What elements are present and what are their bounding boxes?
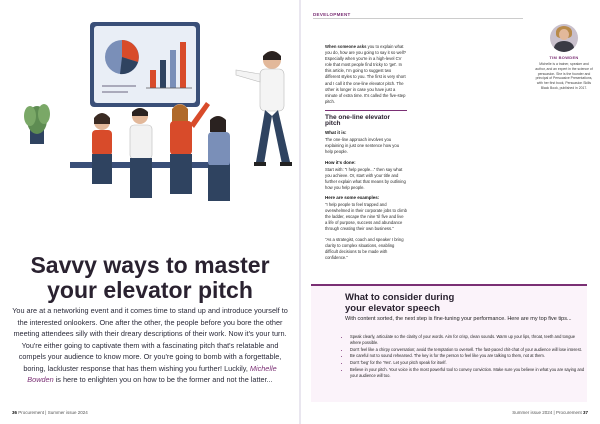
author-name: TIM BOWDEN xyxy=(549,55,579,60)
tip-item: • Be careful not to sound rehearsed. The key is for the person to feel like you are talking to them, not at them. xyxy=(350,353,586,359)
example-quote: "As a strategist, coach and speaker I bring clarity to complex situations, enabling difficult decisions to be made with confidence." xyxy=(325,236,404,260)
intro-lead: When someone asks xyxy=(325,44,367,49)
left-folio-mag: Procurement | Summer issue 2024 xyxy=(18,410,88,415)
left-page-number: 36 xyxy=(12,410,18,415)
tip-item: • Don't 'beg' for the 'Yes'. Let your pitch speak for itself. xyxy=(350,360,586,366)
tips-box-intro: With content sorted, the next step is fine-tuning your performance. Here are my top five tips... xyxy=(345,316,572,322)
left-page xyxy=(0,0,299,424)
paragraph: Start with: "I help people..." then say what you achieve. Or, start with your title and further explain what that means by outlining how you help people. xyxy=(325,166,406,190)
article-headline xyxy=(10,253,290,303)
section-rule xyxy=(313,18,523,19)
woman-raising-hand-figure xyxy=(170,102,210,194)
heading-one-line-pitch: The one-line elevator pitch xyxy=(325,113,391,128)
man-figure xyxy=(130,108,152,198)
standfirst-end: is here to enlighten you on how to be the former and not the latter... xyxy=(55,375,273,384)
tips-title-line-2: your elevator speech xyxy=(345,303,441,314)
standfirst xyxy=(10,305,290,386)
standfirst-text: You are at a networking event and it comes time to stand up and introduce yourself to the interested onlookers. One after the other, the people before you bore the other meeting attendees silly with their dreary descriptions of their work. Now it's your turn. You're either going to captivate them with a fascinating pitch that's relatable and compels your audience to know more. Or you're going to bomb with a forgettable, boring, lackluster response that has them wishing you further! Luckily, xyxy=(12,306,288,373)
intro-text: you to explain what you do, how are you going to say it so well? Especially when you're in a high-level CV role that most people find tricky to 'get'. In this article, I'm going to suggest two different styles to you. The first is very short and I call it the one-line elevator pitch. The other is longer in case you have just a minute of extra time. It's called the five-step pitch. xyxy=(325,44,407,104)
tips-box-title xyxy=(345,292,454,314)
subheading-what-it-is: What it is: xyxy=(325,130,347,136)
subheading-examples: Here are some examples: xyxy=(325,194,380,200)
author-photo xyxy=(550,24,578,52)
tips-box xyxy=(311,284,587,402)
right-page-number: 37 xyxy=(582,410,588,415)
woman-with-phone-figure xyxy=(208,116,230,201)
right-page xyxy=(301,0,600,424)
paragraph: The one-line approach involves you explaining in just one sentence how you help people. xyxy=(325,137,400,155)
tips-title-line-1: What to consider during xyxy=(345,292,455,303)
headline-line-1: Savvy ways to master xyxy=(30,252,270,278)
right-folio-mag: Summer issue 2024 | Procurement xyxy=(512,410,582,415)
author-panel xyxy=(535,24,593,91)
example-quote: "I help people to feel trapped and overwhelmed in their corporate jobs to climb the ladder, escape the nine 'til five and live a life of purpose, success and abundance through creating their own business." xyxy=(325,202,407,232)
woman-sitting-figure xyxy=(92,113,112,184)
team-illustration xyxy=(10,12,310,262)
presentation-board xyxy=(90,22,200,107)
tip-item: • Speak clearly, articulate so the clarity of your words. Aim for crisp, clean sounds. Warm up your lips, throat, teeth and tongue where possible. xyxy=(350,334,586,346)
author-bio: Michelle is a trainer, speaker and author, and an expert in the science of persuasion. She is the founder and principal of Persuasive Presentations, with her first book, Persuasion Skills Black Book, published in 2017. xyxy=(535,62,593,90)
section-tag: DEVELOPMENT xyxy=(313,12,351,17)
tip-item: • Believe in your pitch. Your voice is the most powerful tool to convey conviction. Make sure you believe in what you are saying and your audience will too. xyxy=(350,367,586,379)
presenter-figure xyxy=(236,51,292,166)
headline-line-2: your elevator pitch xyxy=(47,277,253,303)
left-folio xyxy=(12,410,88,415)
right-folio xyxy=(512,410,588,415)
plant-icon xyxy=(24,104,50,144)
tip-item: • Don't feel like a chirpy conversation; avoid the temptation to oversell. The fast-paced chit-chat of your audience will lose interest. xyxy=(350,347,586,353)
standfirst-author: Michelle Bowden xyxy=(27,363,277,384)
subheading-how-done: How it's done: xyxy=(325,159,356,165)
tips-list xyxy=(343,334,586,380)
